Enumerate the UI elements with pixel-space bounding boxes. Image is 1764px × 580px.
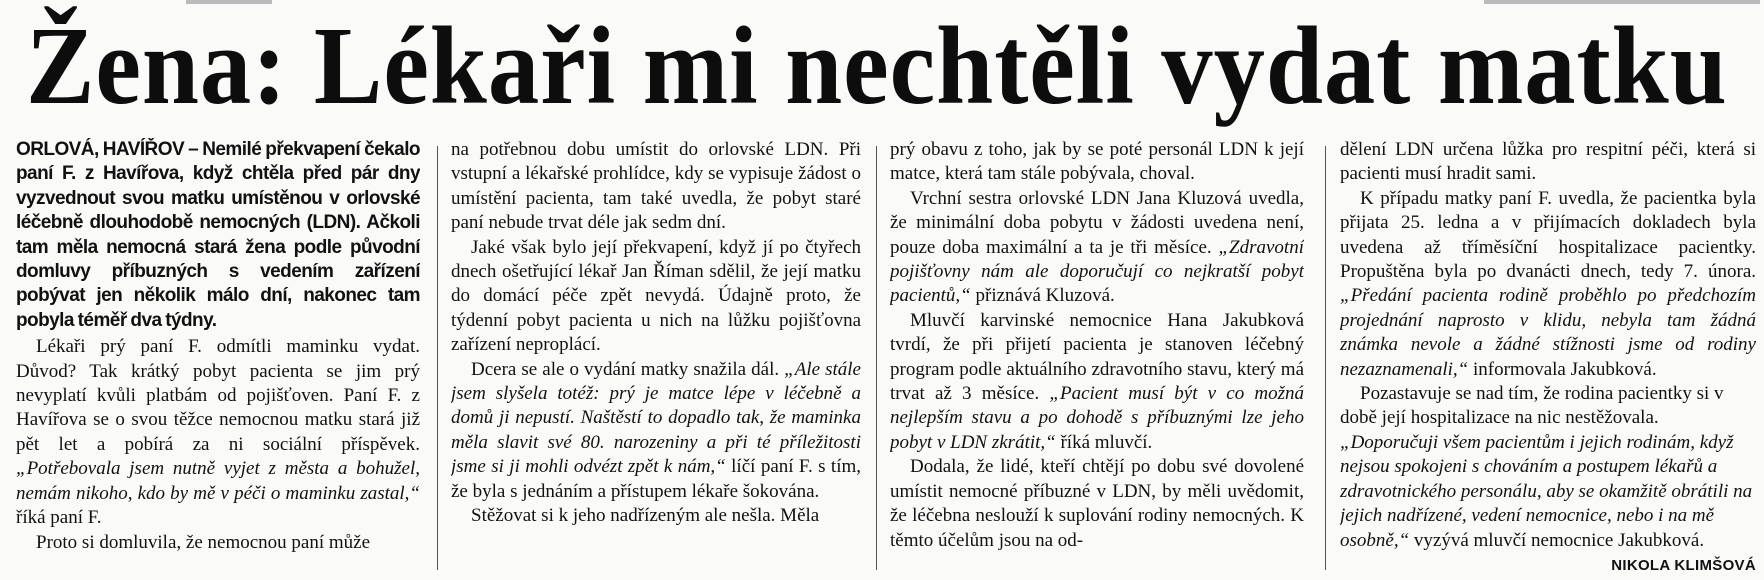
paragraph-4-text: Dcera se ale o vydání matky snažila dál. xyxy=(471,358,785,380)
paragraph-9-tail: informovala Jakubková. xyxy=(1468,358,1657,380)
top-border-fragment xyxy=(1484,0,1760,4)
paragraph-6-quote: „Zdravotní pojišťovny nám ale doporučují co nejkratší pobyt pacientů,“ xyxy=(890,236,1304,307)
paragraph-4 xyxy=(451,358,861,504)
paragraph-3: Jaké však bylo její překvapení, když jí po čtyřech dnech ošetřující lékař Jan Říman sdělil, že její matku do domácí péče zpět nevydá. Údajně proto, že týdenní pobyt pacienta u nich na lůžku pojišťovna zařízení neproplácí. xyxy=(451,236,861,356)
paragraph-10-text: Pozastavuje se nad tím, že rodina pacientky si v době její hospitalizace na nic nestěžovala. xyxy=(1340,383,1724,429)
lead-text: Nemilé překvapení čekalo paní F. z Havířova, když chtěla před pár dny vyzvednout svou matku umístěnou v orlovské léčebně dlouhodobě nemocných (LDN). Ačkoli tam měla nemocná stará žena podle původní domluvy příbuzných s vedením zařízení pobývat jen několik málo dní, nakonec tam pobyla téměř dva týdny. xyxy=(16,139,420,331)
paragraph-10 xyxy=(1340,382,1756,574)
paragraph-4-quote: „Ale stále jsem slyšela totéž: prý je matce lépe v léčebně a domů ji nepustí. Naštěstí to dopadlo tak, že maminka měla slavit své 80. narozeniny a při té příležitosti jsme si ji mohli odvézt zpět k nám,“ xyxy=(451,358,861,478)
paragraph-7-quote: „Pacient musí být v co možná nejlepším stavu a po dohodě s příbuznými lze jeho pobyt v LDN zkrátit,“ xyxy=(890,383,1304,453)
paragraph-2-cont: na potřebnou dobu umístit do orlovské LDN. Při vstupní a lékařské prohlídce, kdy se vypisuje žádost o umístění pacienta, tam také uvedla, že pobyt staré paní nebude trvat déle jak sedm dní. xyxy=(451,139,861,234)
paragraph-1-quote: „Potřebovala jsem nutně vyjet z města a bohužel, nemám nikoho, kdo by mě v péči o maminku zastal,“ xyxy=(16,458,420,504)
paragraph-7 xyxy=(890,309,1304,455)
paragraph-6 xyxy=(890,187,1304,309)
paragraph-10-tail: vyzývá mluvčí nemocnice Jakubková. xyxy=(1409,529,1705,551)
paragraph-6-text: Vrchní sestra orlovské LDN Jana Kluzová uvedla, že minimální doba pobytu v žádosti uvedena není, pouze doba maximální a ta je tři měsíce. xyxy=(890,187,1304,258)
paragraph-6-tail: přiznává Kluzová. xyxy=(970,285,1115,307)
paragraph-5-start: Stěžovat si k jeho nadřízeným ale nešla. Měla xyxy=(471,505,820,527)
paragraph-8-cont: dělení LDN určena lůžka pro respitní péči, která si pacienti musí hradit sami. xyxy=(1340,139,1756,185)
column-rule xyxy=(876,146,877,570)
paragraph-1-tail: říká paní F. xyxy=(16,507,102,529)
paragraph-4-tail: líčí paní F. s tím, že byla s jednáním a přístupem lékaře šokována. xyxy=(451,456,861,502)
byline: NIKOLA KLIMŠOVÁ xyxy=(1611,556,1756,574)
paragraph-7-tail: říká mluvčí. xyxy=(1055,431,1153,453)
column-rule xyxy=(1325,146,1326,570)
paragraph-9-quote: „Předání pacienta rodině proběhlo po předchozím projednání naprosto v klidu, nebyla tam žádná známka nevole a žádné stížnosti jsme od rodiny nezaznamenali,“ xyxy=(1340,285,1756,380)
paragraph-5-cont: prý obavu z toho, jak by se poté personál LDN k její matce, která tam stále pobývala, choval. xyxy=(890,139,1304,185)
column-4 xyxy=(1340,138,1756,574)
top-border-fragment xyxy=(186,0,272,4)
paragraph-9-text: K případu matky paní F. uvedla, že pacientka byla přijata 25. ledna a v přijímacích dokladech byla uvedena až tříměsíční hospitalizace pacientky. Propuštěna byla po dvanácti dnech, tedy 7. února. xyxy=(1340,187,1756,283)
column-2 xyxy=(451,138,861,574)
paragraph-10-quote: „Doporučuji všem pacientům i jejich rodinám, když nejsou spokojeni s chováním a postupem lékařů a zdravotnického personálu, aby se okamžitě obrátili na jejich nadřízené, vedení nemocnice, nebo i na mě osobně,“ xyxy=(1340,431,1753,551)
paragraph-9 xyxy=(1340,187,1756,382)
paragraph-7-text: Mluvčí karvinské nemocnice Hana Jakubková tvrdí, že při přijetí pacienta je stanoven léčebný program podle aktuálního zdravotního stavu, který má trvat až 3 měsíce. xyxy=(890,309,1304,405)
paragraph-1 xyxy=(16,335,420,530)
paragraph-8-start: Dodala, že lidé, kteří chtějí po dobu své dovolené umístit nemocné příbuzné v LDN, by měli uvědomit, že léčebna neslouží k suplování rodiny nemocných. K těmto účelům jsou na od- xyxy=(890,456,1304,551)
headline: Žena: Lékaři mi nechtěli vydat matku xyxy=(26,5,1728,128)
lead-paragraph xyxy=(16,138,420,333)
column-1 xyxy=(16,138,420,574)
paragraph-1-text: Lékaři prý paní F. odmítli maminku vydat. Důvod? Tak krátký pobyt pacienta se jim prý nevyplatí kvůli platbám od pojišťoven. Paní F. z Havířova se o svou těžce nemocnou matku stará již pět let a pobírá za ni sociální příspěvek. xyxy=(16,336,420,455)
paragraph-2-start: Proto si domluvila, že nemocnou paní může xyxy=(36,531,371,553)
dateline: ORLOVÁ, HAVÍŘOV – xyxy=(16,139,199,160)
column-rule xyxy=(437,146,438,570)
column-3 xyxy=(890,138,1304,574)
